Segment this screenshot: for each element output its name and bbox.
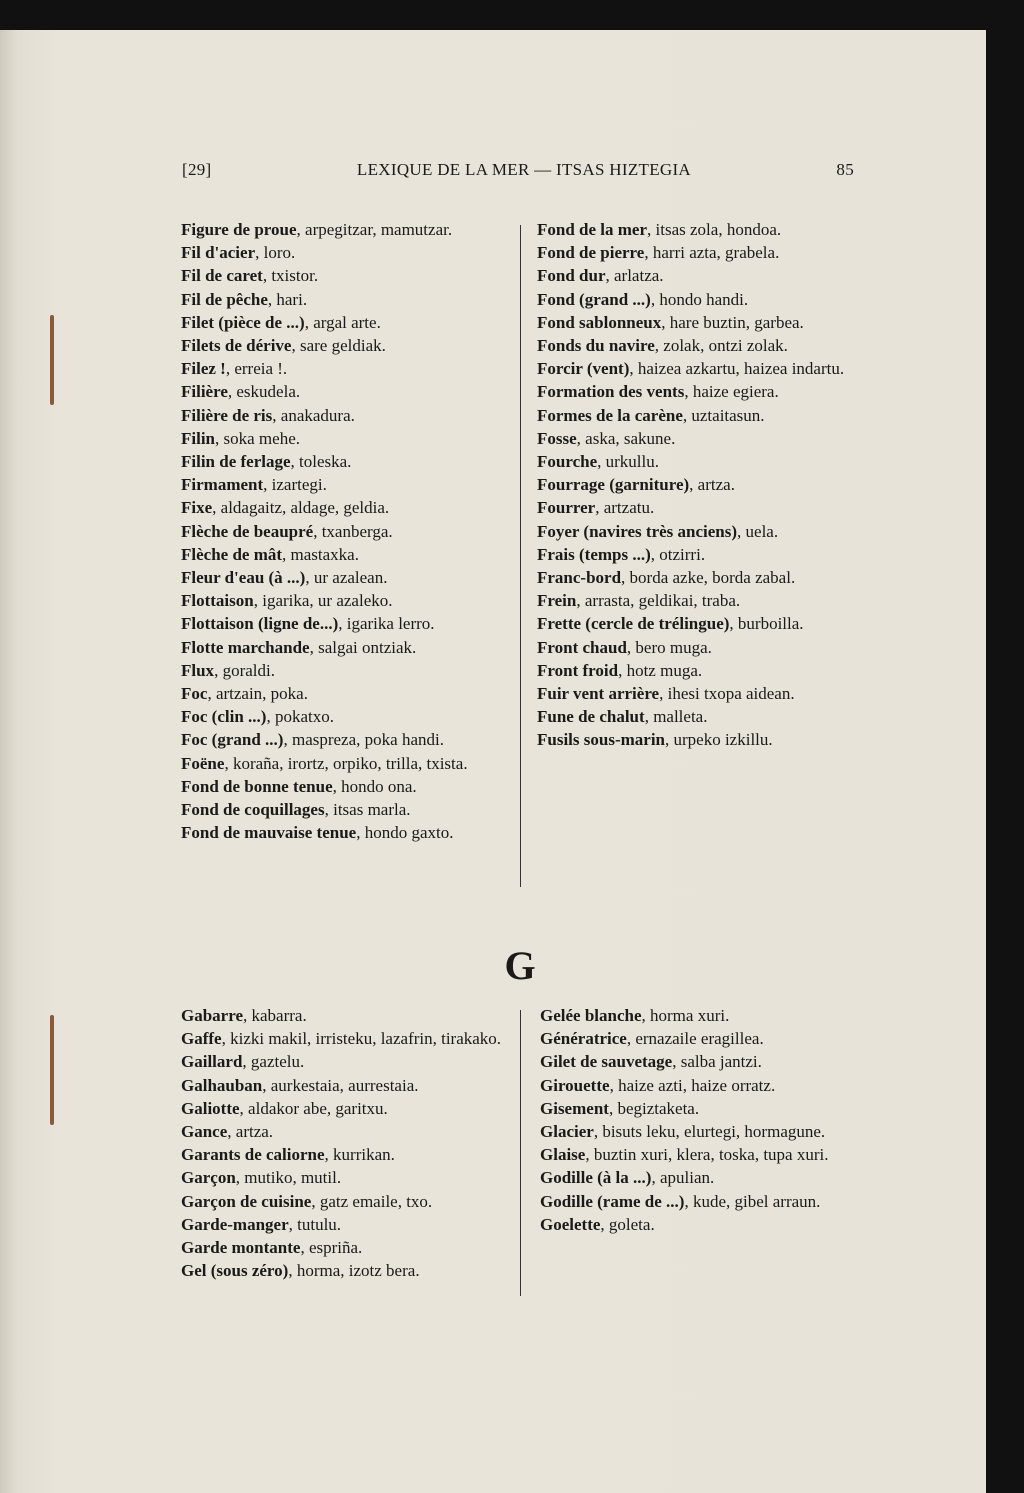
running-header: [182, 160, 854, 180]
dictionary-entry: [181, 1143, 504, 1166]
entry-term: Fixe: [181, 498, 213, 518]
entry-term: Flottaison: [181, 591, 254, 611]
entry-definition: , txistor.: [262, 266, 319, 286]
entry-definition: , soka mehe.: [215, 428, 300, 448]
dictionary-entry: [181, 1027, 504, 1050]
entry-definition: , maspreza, poka handi.: [283, 730, 444, 750]
entry-term: Flottaison (ligne de...): [181, 614, 339, 634]
entry-definition: , bisuts leku, elurtegi, hormagune.: [593, 1122, 826, 1142]
entry-term: Garçon: [181, 1168, 236, 1188]
entry-term: Fond de bonne tenue: [181, 776, 333, 796]
entry-term: Foc (grand ...): [181, 730, 284, 750]
entry-term: Filin: [181, 428, 216, 448]
entry-term: Glaise: [540, 1145, 586, 1165]
entry-term: Godille (rame de ...): [540, 1191, 685, 1211]
entry-definition: , buztin xuri, klera, toska, tupa xuri.: [585, 1145, 829, 1165]
entry-term: Fond de coquillages: [181, 800, 325, 820]
entry-term: Front chaud: [537, 637, 627, 657]
entry-term: Fune de chalut: [537, 707, 645, 727]
dictionary-entry: [181, 288, 504, 311]
entry-term: Filière de ris: [181, 405, 273, 425]
entry-definition: , horma xuri.: [641, 1006, 730, 1025]
entry-term: Garde-manger: [181, 1214, 289, 1234]
entry-definition: , horma, izotz bera.: [288, 1261, 420, 1281]
entry-term: Fleur d'eau (à ...): [181, 568, 306, 588]
entry-definition: , goleta.: [600, 1214, 655, 1234]
entry-definition: , ernazaile eragillea.: [626, 1029, 764, 1049]
entry-term: Fourrage (garniture): [537, 475, 690, 495]
dictionary-entry: [540, 1213, 863, 1236]
entry-definition: , hari.: [267, 289, 308, 309]
entry-term: Gilet de sauvetage: [540, 1052, 673, 1072]
dictionary-entry: [181, 264, 504, 287]
dictionary-entry: [537, 311, 860, 334]
column-divider: [520, 1010, 521, 1296]
entry-definition: , sare geldiak.: [291, 336, 386, 356]
dictionary-entry: [181, 241, 504, 264]
entry-definition: , hotz muga.: [618, 660, 703, 680]
entry-term: Frein: [537, 591, 577, 611]
entry-definition: , uela.: [737, 521, 779, 541]
dictionary-entry: [537, 636, 860, 659]
entry-term: Fil de pêche: [181, 289, 268, 309]
entry-term: Garçon de cuisine: [181, 1191, 312, 1211]
dictionary-entry: [537, 427, 860, 450]
entry-term: Formation des vents: [537, 382, 685, 402]
dictionary-entry: [181, 1166, 504, 1189]
entry-term: Fil d'acier: [181, 243, 256, 263]
dictionary-entry: [181, 1190, 504, 1213]
dictionary-entry: [537, 241, 860, 264]
dictionary-entry: [537, 612, 860, 635]
entry-definition: , kude, gibel arraun.: [684, 1191, 821, 1211]
entry-term: Gabarre: [181, 1006, 244, 1025]
entry-term: Fusils sous-marin: [537, 730, 665, 750]
dictionary-entry: [181, 566, 504, 589]
entry-term: Forcir (vent): [537, 359, 630, 379]
dictionary-entry: [181, 1259, 504, 1282]
entry-definition: , uztaitasun.: [682, 405, 765, 425]
entry-term: Galiotte: [181, 1098, 240, 1118]
entry-definition: , erreia !.: [225, 359, 288, 379]
entry-term: Fuir vent arrière: [537, 684, 660, 704]
entry-term: Fil de caret: [181, 266, 263, 286]
column-f-left: [181, 218, 504, 844]
dictionary-entry: [181, 821, 504, 844]
entry-term: Glacier: [540, 1122, 594, 1142]
dictionary-entry: [181, 1004, 504, 1027]
dictionary-entry: [537, 728, 860, 751]
entry-definition: , otzirri.: [650, 544, 706, 564]
entry-definition: , begiztaketa.: [608, 1098, 700, 1118]
dictionary-entry: [540, 1027, 863, 1050]
dictionary-entry: [181, 1213, 504, 1236]
dictionary-entry: [537, 520, 860, 543]
entry-term: Fond de la mer: [537, 220, 648, 239]
dictionary-entry: [181, 543, 504, 566]
entry-definition: , hondo gaxto.: [356, 823, 454, 843]
entry-term: Front froid: [537, 660, 619, 680]
dictionary-entry: [181, 752, 504, 775]
dictionary-entry: [181, 682, 504, 705]
dictionary-entry: [537, 380, 860, 403]
dictionary-entry: [181, 473, 504, 496]
dictionary-entry: [181, 1120, 504, 1143]
entry-definition: , gatz emaile, txo.: [311, 1191, 433, 1211]
entry-term: Foc (clin ...): [181, 707, 267, 727]
entry-term: Filez !: [181, 359, 226, 379]
entry-term: Gance: [181, 1122, 228, 1142]
dictionary-entry: [537, 450, 860, 473]
dictionary-entry: [537, 682, 860, 705]
entry-term: Flotte marchande: [181, 637, 310, 657]
entry-definition: , artza.: [689, 475, 735, 495]
entry-definition: , mastaxka.: [282, 544, 359, 564]
entry-definition: , haizea azkartu, haizea indartu.: [629, 359, 845, 379]
entry-term: Fosse: [537, 428, 577, 448]
entry-definition: , espriña.: [300, 1238, 363, 1258]
entry-definition: , arlatza.: [605, 266, 664, 286]
entry-term: Godille (à la ...): [540, 1168, 652, 1188]
dictionary-entry: [537, 357, 860, 380]
dictionary-entry: [181, 728, 504, 751]
dictionary-entry: [537, 589, 860, 612]
entry-term: Fourche: [537, 452, 598, 472]
entry-definition: , mutiko, mutil.: [235, 1168, 342, 1188]
entry-term: Foc: [181, 684, 208, 704]
entry-term: Galhauban: [181, 1075, 263, 1095]
dictionary-entry: [181, 705, 504, 728]
entry-definition: , loro.: [255, 243, 296, 263]
entry-definition: , harri azta, grabela.: [644, 243, 780, 263]
entry-definition: , urkullu.: [597, 452, 659, 472]
entry-definition: , ihesi txopa aidean.: [659, 684, 795, 704]
column-g-right: [540, 1004, 863, 1236]
dictionary-entry: [540, 1190, 863, 1213]
entry-definition: , zolak, ontzi zolak.: [654, 336, 788, 356]
entry-definition: , aldakor abe, garitxu.: [239, 1098, 388, 1118]
entry-term: Fourrer: [537, 498, 596, 518]
page-ref: [29]: [182, 160, 212, 179]
dictionary-entry: [537, 218, 860, 241]
dictionary-entry: [181, 311, 504, 334]
entry-definition: , pokatxo.: [266, 707, 334, 727]
entry-definition: , hare buztin, garbea.: [661, 312, 804, 332]
dictionary-entry: [537, 659, 860, 682]
dictionary-entry: [181, 612, 504, 635]
entry-definition: , itsas marla.: [324, 800, 411, 820]
entry-term: Fonds du navire: [537, 336, 655, 356]
entry-term: Flèche de beaupré: [181, 521, 314, 541]
dictionary-entry: [181, 496, 504, 519]
entry-definition: , aurkestaia, aurrestaia.: [262, 1075, 419, 1095]
dictionary-entry: [181, 775, 504, 798]
dictionary-entry: [181, 589, 504, 612]
dictionary-entry: [181, 798, 504, 821]
entry-term: Génératrice: [540, 1029, 627, 1049]
running-title: LEXIQUE DE LA MER — ITSAS HIZTEGIA: [356, 160, 692, 179]
entry-term: Goelette: [540, 1214, 601, 1234]
dictionary-entry: [540, 1097, 863, 1120]
entry-term: Fond (grand ...): [537, 289, 651, 309]
dictionary-entry: [537, 334, 860, 357]
entry-term: Figure de proue: [181, 220, 297, 239]
dictionary-entry: [537, 264, 860, 287]
dictionary-entry: [181, 334, 504, 357]
entry-definition: , toleska.: [290, 452, 352, 472]
entry-definition: , salba jantzi.: [672, 1052, 762, 1072]
entry-term: Foëne: [181, 753, 225, 773]
entry-term: Filière: [181, 382, 228, 402]
dictionary-entry: [540, 1166, 863, 1189]
dictionary-entry: [181, 404, 504, 427]
dictionary-entry: [540, 1050, 863, 1073]
entry-definition: , artzatu.: [595, 498, 655, 518]
dictionary-entry: [181, 1236, 504, 1259]
entry-definition: , igarika lerro.: [338, 614, 435, 634]
entry-term: Firmament: [181, 475, 264, 495]
entry-definition: , igarika, ur azaleko.: [253, 591, 393, 611]
entry-term: Filet (pièce de ...): [181, 312, 305, 332]
entry-term: Frette (cercle de trélingue): [537, 614, 730, 634]
dictionary-entry: [540, 1004, 863, 1027]
dictionary-entry: [181, 357, 504, 380]
entry-definition: , haize egiera.: [684, 382, 779, 402]
entry-term: Gisement: [540, 1098, 609, 1118]
dictionary-entry: [181, 450, 504, 473]
entry-definition: , goraldi.: [214, 660, 275, 680]
entry-term: Franc-bord: [537, 568, 622, 588]
dictionary-entry: [181, 1074, 504, 1097]
entry-term: Fond de pierre: [537, 243, 645, 263]
entry-term: Fond dur: [537, 266, 606, 286]
entry-term: Fond sablonneux: [537, 312, 662, 332]
dictionary-entry: [181, 636, 504, 659]
entry-term: Gelée blanche: [540, 1006, 642, 1025]
entry-definition: , hondo handi.: [650, 289, 749, 309]
dictionary-entry: [537, 288, 860, 311]
dictionary-entry: [540, 1120, 863, 1143]
entry-definition: , apulian.: [651, 1168, 715, 1188]
entry-term: Flux: [181, 660, 215, 680]
entry-definition: , aska, sakune.: [576, 428, 676, 448]
entry-definition: , borda azke, borda zabal.: [621, 568, 796, 588]
column-divider: [520, 225, 521, 887]
entry-definition: , gaztelu.: [242, 1052, 305, 1072]
dictionary-entry: [181, 1097, 504, 1120]
entry-definition: , arpegitzar, mamutzar.: [296, 220, 453, 239]
dictionary-entry: [540, 1143, 863, 1166]
dictionary-entry: [181, 380, 504, 403]
entry-definition: , burboilla.: [729, 614, 804, 634]
entry-definition: , bero muga.: [626, 637, 712, 657]
entry-definition: , aldagaitz, aldage, geldia.: [212, 498, 390, 518]
entry-definition: , kizki makil, irristeku, lazafrin, tirakako.: [221, 1029, 502, 1049]
entry-term: Fond de mauvaise tenue: [181, 823, 357, 843]
entry-definition: , eskudela.: [227, 382, 301, 402]
entry-term: Girouette: [540, 1075, 610, 1095]
dictionary-entry: [181, 427, 504, 450]
binding-stitch: [50, 1015, 54, 1125]
entry-term: Filin de ferlage: [181, 452, 291, 472]
entry-term: Formes de la carène: [537, 405, 683, 425]
dictionary-entry: [181, 218, 504, 241]
dictionary-entry: [537, 404, 860, 427]
dictionary-entry: [181, 1050, 504, 1073]
entry-definition: , izartegi.: [263, 475, 327, 495]
entry-term: Frais (temps ...): [537, 544, 651, 564]
entry-definition: , tutulu.: [288, 1214, 342, 1234]
entry-definition: , anakadura.: [272, 405, 355, 425]
entry-definition: , artza.: [227, 1122, 274, 1142]
entry-definition: , malleta.: [644, 707, 708, 727]
entry-definition: , urpeko izkillu.: [665, 730, 773, 750]
entry-definition: , hondo ona.: [332, 776, 417, 796]
entry-definition: , ur azalean.: [305, 568, 388, 588]
dictionary-entry: [540, 1074, 863, 1097]
entry-definition: , txanberga.: [313, 521, 393, 541]
entry-definition: , haize azti, haize orratz.: [609, 1075, 776, 1095]
dictionary-entry: [181, 520, 504, 543]
entry-term: Gaffe: [181, 1029, 222, 1049]
entry-definition: , itsas zola, hondoa.: [647, 220, 782, 239]
entry-definition: , kurrikan.: [324, 1145, 395, 1165]
column-g-left: [181, 1004, 504, 1282]
dictionary-entry: [181, 659, 504, 682]
column-f-right: [537, 218, 860, 752]
dictionary-entry: [537, 473, 860, 496]
entry-term: Flèche de mât: [181, 544, 283, 564]
dictionary-entry: [537, 496, 860, 519]
entry-definition: , salgai ontziak.: [309, 637, 417, 657]
entry-term: Gel (sous zéro): [181, 1261, 289, 1281]
entry-term: Filets de dérive: [181, 336, 292, 356]
entry-definition: , arrasta, geldikai, traba.: [576, 591, 741, 611]
binding-stitch: [50, 315, 54, 405]
entry-term: Garde montante: [181, 1238, 301, 1258]
dictionary-entry: [537, 543, 860, 566]
entry-definition: , koraña, irortz, orpiko, trilla, txista.: [224, 753, 468, 773]
entry-term: Gaillard: [181, 1052, 243, 1072]
section-letter: G: [504, 943, 536, 988]
entry-definition: , kabarra.: [243, 1006, 307, 1025]
entry-definition: , argal arte.: [304, 312, 381, 332]
dictionary-entry: [537, 705, 860, 728]
dictionary-entry: [537, 566, 860, 589]
entry-term: Garants de caliorne: [181, 1145, 325, 1165]
entry-term: Foyer (navires très anciens): [537, 521, 738, 541]
entry-definition: , artzain, poka.: [207, 684, 308, 704]
page-number: 85: [836, 160, 854, 179]
